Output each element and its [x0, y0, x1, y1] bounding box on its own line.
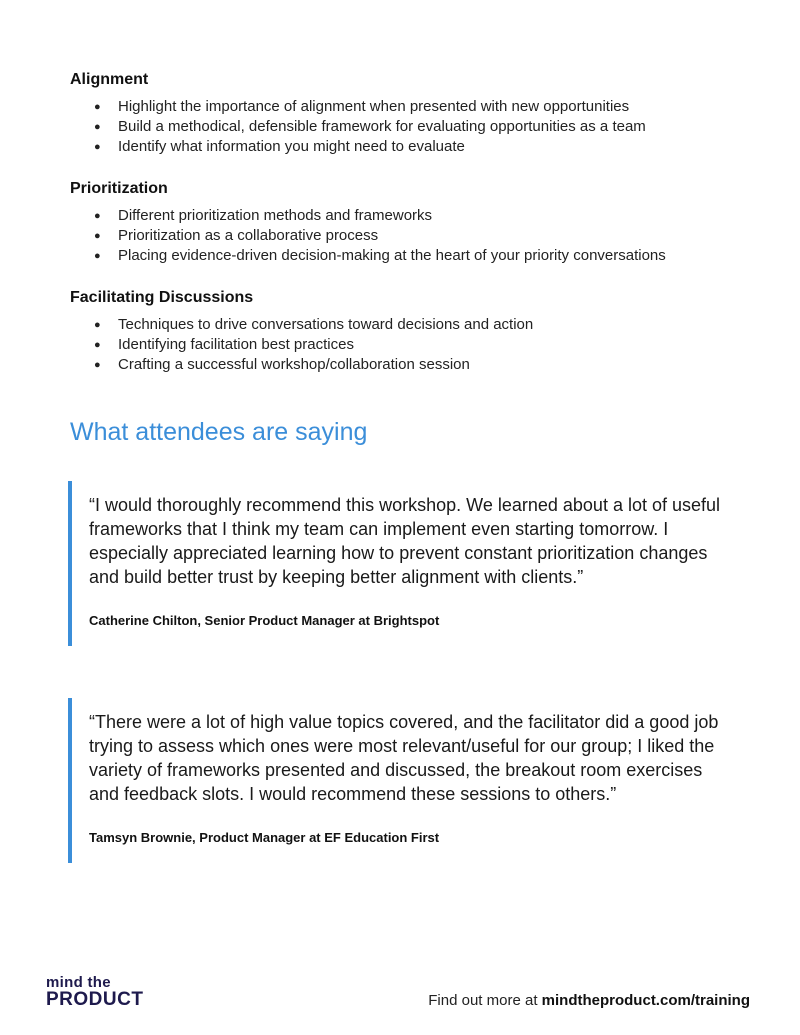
mind-the-product-logo [46, 974, 143, 1008]
footer-cta [428, 992, 750, 1009]
testimonials-heading: What attendees are saying [70, 418, 368, 446]
list-item: ● Highlight the importance of alignment when presented with new opportunities [70, 97, 770, 117]
logo-line-1: mind the [46, 974, 111, 991]
section-title: Facilitating Discussions [70, 289, 254, 306]
list-item: ● Different prioritization methods and frameworks [70, 206, 770, 226]
bullet-list [70, 206, 770, 266]
list-item: ● Placing evidence-driven decision-making at the heart of your priority conversations [70, 246, 770, 266]
list-item: ● Techniques to drive conversations toward decisions and action [70, 315, 770, 335]
list-item: ● Identifying facilitation best practices [70, 335, 770, 355]
section-title: Alignment [70, 71, 149, 88]
footer-link[interactable]: mindtheproduct.com/training [541, 992, 750, 1009]
section-facilitating-discussions [70, 289, 770, 375]
list-item: ● Build a methodical, defensible framework for evaluating opportunities as a team [70, 117, 770, 137]
bullet-list [70, 315, 770, 375]
quote-text: “I would thoroughly recommend this workshop. We learned about a lot of useful frameworks that I think my team can implement even starting tomorrow. I especially appreciated learning how to prevent constant prioritization changes and build better trust by keeping better alignment with clients.” [89, 495, 721, 587]
bullet-list [70, 97, 770, 157]
section-alignment [70, 71, 770, 157]
section-title: Prioritization [70, 180, 168, 197]
logo-line-2: PRODUCT [46, 989, 144, 1010]
list-item: ● Prioritization as a collaborative process [70, 226, 770, 246]
list-item: ● Identify what information you might need to evaluate [70, 137, 770, 157]
footer-prefix: Find out more at [428, 992, 542, 1009]
quote-author: Tamsyn Brownie, Product Manager at EF Education First [89, 830, 440, 845]
list-item: ● Crafting a successful workshop/collaboration session [70, 355, 770, 375]
quote-author: Catherine Chilton, Senior Product Manager at Brightspot [89, 613, 440, 628]
section-prioritization [70, 180, 770, 266]
testimonial-quote-1 [68, 481, 728, 646]
testimonial-quote-2 [68, 698, 728, 863]
quote-text: “There were a lot of high value topics covered, and the facilitator did a good job trying to assess which ones were most relevant/useful for our group; I liked the variety of frameworks presented and discussed, the breakout room exercises and feedback slots. I would recommend these sessions to others.” [89, 712, 719, 804]
